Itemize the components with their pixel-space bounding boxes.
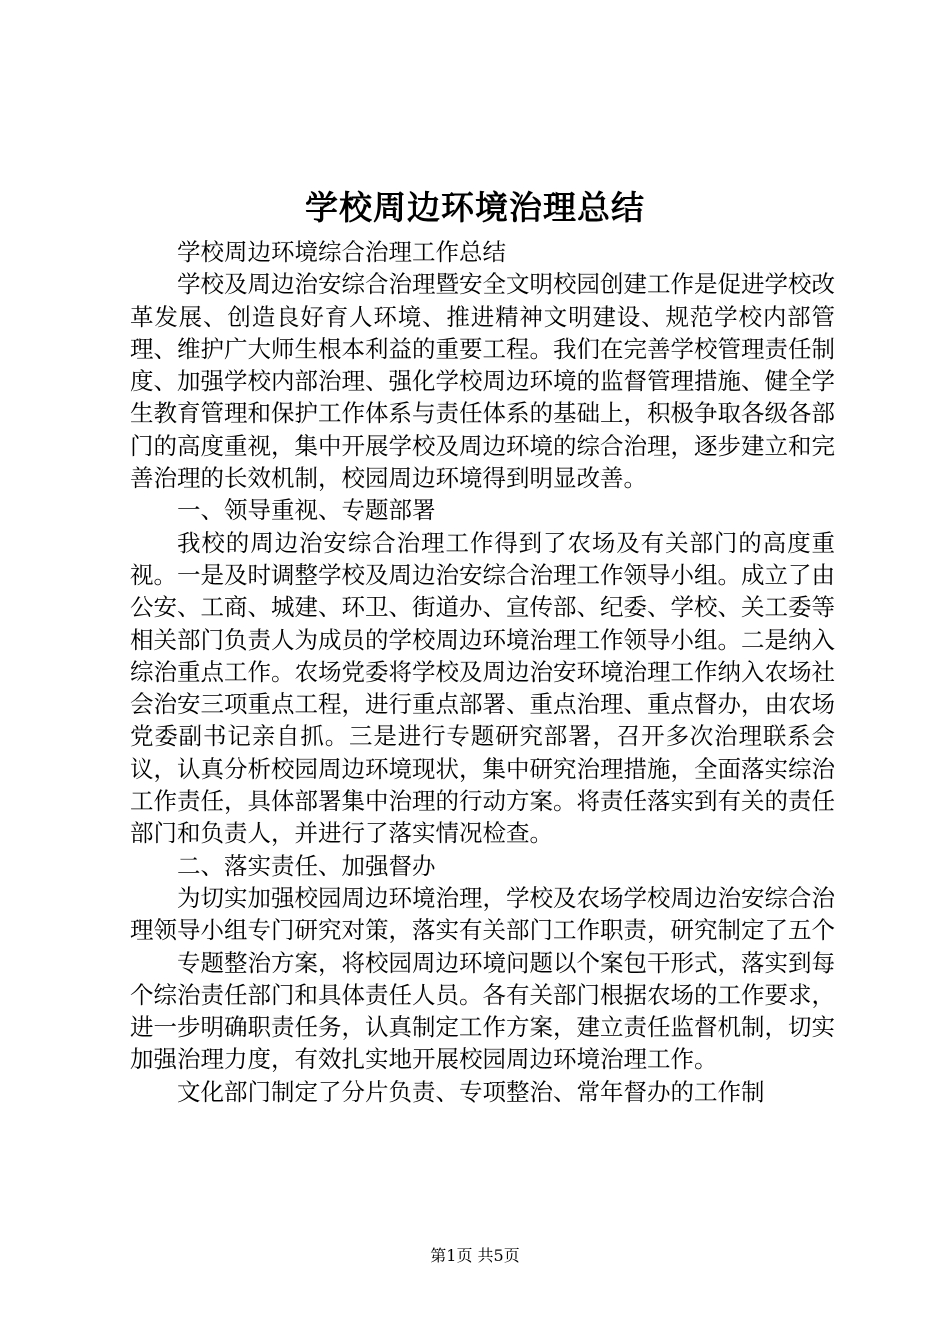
document-subtitle: 学校周边环境综合治理工作总结 bbox=[177, 238, 506, 266]
document-body bbox=[130, 236, 835, 1108]
section-heading-2: 二、落实责任、加强督办 bbox=[177, 851, 436, 880]
paragraph-section-2b: 专题整治方案，将校园周边环境问题以个案包干形式，落实到每个综治责任部门和具体责任人员。各有关部门根据农场的工作要求，进一步明确职责任务，认真制定工作方案，建立责任监督机制，切实加强治理力度，有效扎实地开展校园周边环境治理工作。 bbox=[130, 948, 835, 1074]
page-footer: 第1页 共5页 bbox=[430, 1246, 520, 1265]
paragraph-intro: 学校及周边治安综合治理暨安全文明校园创建工作是促进学校改革发展、创造良好育人环境、推进精神文明建设、规范学校内部管理、维护广大师生根本利益的重要工程。我们在完善学校管理责任制度、加强学校内部治理、强化学校周边环境的监督管理措施、健全学生教育管理和保护工作体系与责任体系的基础上，积极争取各级各部门的高度重视，集中开展学校及周边环境的综合治理，逐步建立和完善治理的长效机制，校园周边环境得到明显改善。 bbox=[130, 270, 835, 493]
paragraph-section-2c: 文化部门制定了分片负责、专项整治、常年督办的工作制 bbox=[177, 1077, 765, 1106]
document-title: 学校周边环境治理总结 bbox=[305, 188, 645, 227]
paragraph-section-1: 我校的周边治安综合治理工作得到了农场及有关部门的高度重视。一是及时调整学校及周边治安综合治理工作领导小组。成立了由公安、工商、城建、环卫、街道办、宣传部、纪委、学校、关工委等相关部门负责人为成员的学校周边环境治理工作领导小组。二是纳入综治重点工作。农场党委将学校及周边治安环境治理工作纳入农场社会治安三项重点工程，进行重点部署、重点治理、重点督办，由农场党委副书记亲自抓。三是进行专题研究部署，召开多次治理联系会议，认真分析校园周边环境现状，集中研究治理措施，全面落实综治工作责任，具体部署集中治理的行动方案。将责任落实到有关的责任部门和负责人，并进行了落实情况检查。 bbox=[130, 528, 835, 848]
section-heading-1: 一、领导重视、专题部署 bbox=[177, 496, 436, 525]
paragraph-section-2a: 为切实加强校园周边环境治理，学校及农场学校周边治安综合治理领导小组专门研究对策，落实有关部门工作职责，研究制定了五个 bbox=[130, 883, 835, 945]
